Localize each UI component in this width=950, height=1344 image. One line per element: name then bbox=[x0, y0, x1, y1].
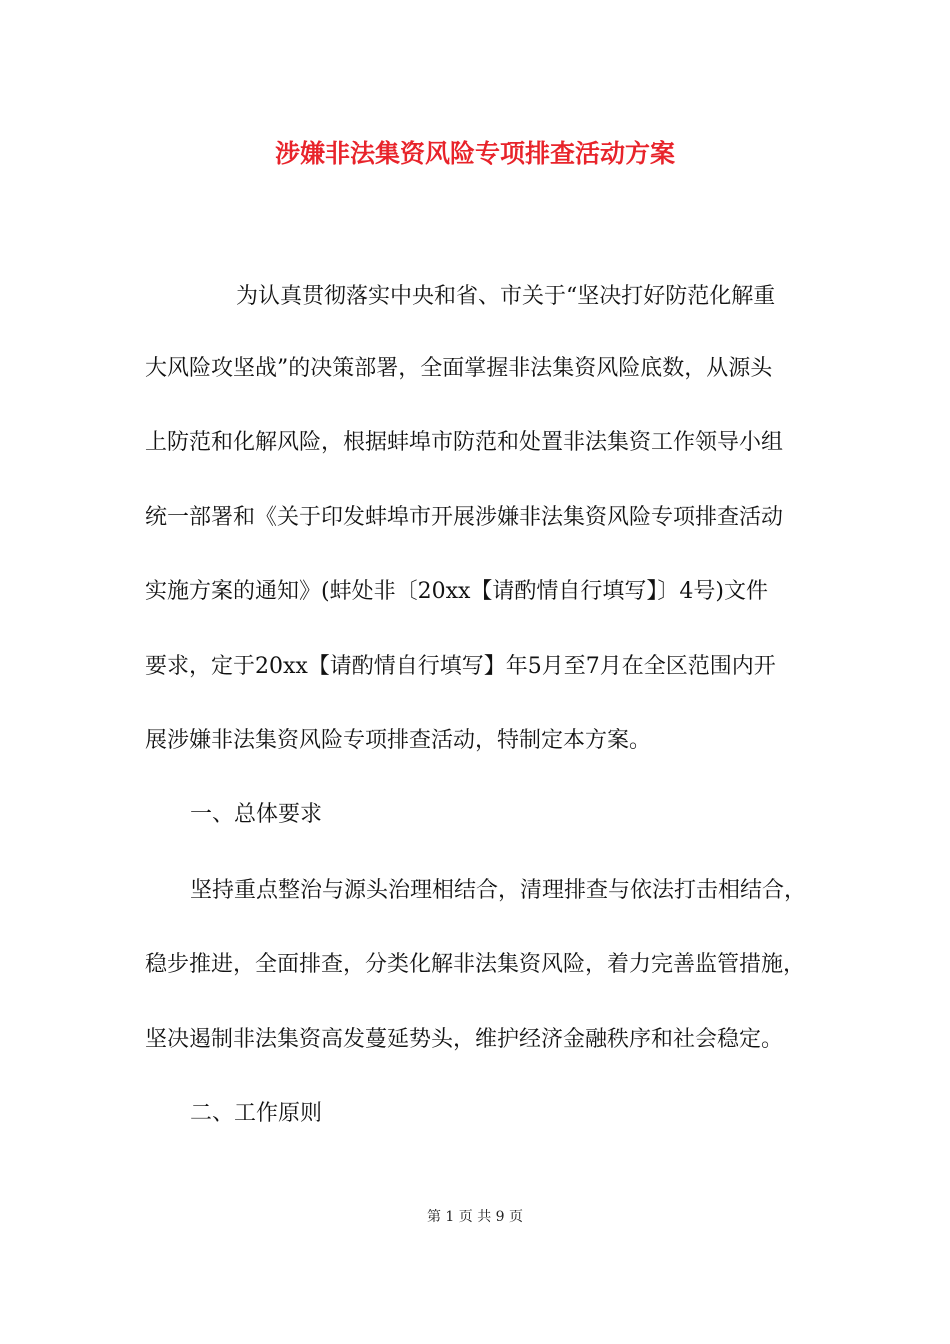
section-heading-work-principles: 二、工作原则 bbox=[190, 1101, 323, 1126]
paragraph-intro-line-1: 为认真贯彻落实中央和省、市关于“坚决打好防范化解重 bbox=[236, 284, 776, 309]
paragraph-requirements-line-3: 坚决遏制非法集资高发蔓延势头，维护经济金融秩序和社会稳定。 bbox=[145, 1027, 784, 1052]
page-footer: 第 1 页 共 9 页 bbox=[426, 1209, 524, 1225]
paragraph-intro-line-6: 要求，定于20xx【请酌情自行填写】年5月至7月在全区范围内开 bbox=[145, 654, 776, 679]
document-title: 涉嫌非法集资风险专项排查活动方案 bbox=[274, 139, 675, 168]
section-heading-general-requirements: 一、总体要求 bbox=[190, 802, 323, 827]
paragraph-intro-line-4: 统一部署和《关于印发蚌埠市开展涉嫌非法集资风险专项排查活动 bbox=[145, 505, 784, 530]
paragraph-intro-line-5: 实施方案的通知》(蚌处非〔20xx【请酌情自行填写】〕4号)文件 bbox=[145, 579, 768, 604]
paragraph-requirements-line-1: 坚持重点整治与源头治理相结合，清理排查与依法打击相结合， bbox=[190, 878, 807, 903]
paragraph-intro-line-7: 展涉嫌非法集资风险专项排查活动，特制定本方案。 bbox=[145, 728, 652, 753]
paragraph-intro-line-2: 大风险攻坚战”的决策部署，全面掌握非法集资风险底数，从源头 bbox=[145, 356, 773, 381]
paragraph-requirements-line-2: 稳步推进，全面排查，分类化解非法集资风险，着力完善监管措施， bbox=[145, 952, 806, 977]
paragraph-intro-line-3: 上防范和化解风险，根据蚌埠市防范和处置非法集资工作领导小组 bbox=[145, 430, 784, 455]
